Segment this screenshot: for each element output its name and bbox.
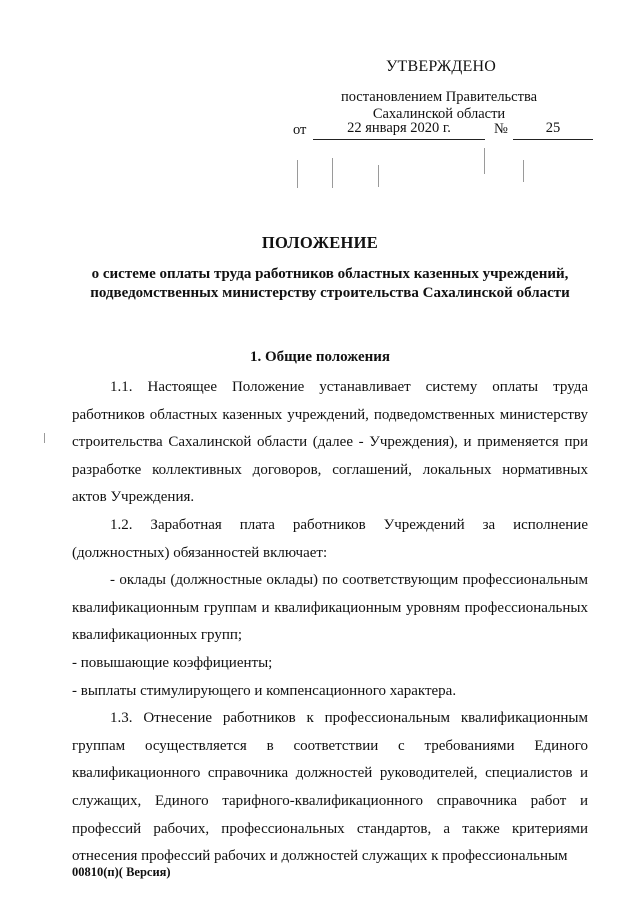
number-label: № bbox=[494, 121, 508, 137]
section-heading: 1. Общие положения bbox=[249, 349, 391, 365]
date-label: от bbox=[293, 122, 307, 138]
scan-artifact bbox=[484, 148, 485, 174]
list-item: - оклады (должностные оклады) по соответствующим профессиональным квалификационным группам и квалификационным уровням профессиональных квалификационных групп; bbox=[72, 572, 588, 644]
approval-authority-line1: постановлением Правительства bbox=[340, 89, 538, 105]
document-title: ПОЛОЖЕНИЕ bbox=[261, 233, 379, 252]
document-subtitle: о системе оплаты труда работников областных казенных учреждений, подведомственных министерству строительства Сахалинской области bbox=[90, 266, 570, 301]
approval-authority bbox=[332, 89, 546, 123]
document-body bbox=[72, 374, 588, 871]
list-item: - повышающие коэффициенты; bbox=[72, 654, 273, 671]
scan-artifact bbox=[44, 433, 45, 443]
paragraph-1-1: 1.1. Настоящее Положение устанавливает систему оплаты труда работников областных казенных учреждений, подведомственных министерству строительства Сахалинской области (далее - Учреждения), и применяется при разработке коллективных договоров, соглашений, локальных нормативных актов Учреждения. bbox=[72, 379, 588, 506]
paragraph-1-3: 1.3. Отнесение работников к профессиональным квалификационным группам осуществляется в соответствии с требованиями Единого квалификационного справочника должностей руководителей, специалистов и служащих, Единого тарифного-квалификационного справочника работ и профессий рабочих, профессиональных стандартов, а также критериями отнесения профессий рабочих и должностей служащих к профессиональным bbox=[72, 710, 588, 865]
scan-artifact bbox=[332, 158, 333, 188]
scan-artifact bbox=[378, 165, 379, 187]
paragraph-1-2: 1.2. Заработная плата работников Учреждений за исполнение (должностных) обязанностей включает: bbox=[72, 516, 588, 561]
approval-number: 25 bbox=[513, 120, 593, 140]
approval-date: 22 января 2020 г. bbox=[313, 120, 485, 140]
scan-artifact bbox=[297, 160, 298, 188]
approval-authority-line2: Сахалинской области bbox=[372, 106, 506, 122]
approval-heading: УТВЕРЖДЕНО bbox=[386, 58, 497, 75]
list-item: - выплаты стимулирующего и компенсационного характера. bbox=[72, 682, 457, 699]
scan-artifact bbox=[523, 160, 524, 182]
footer-code: 00810(п)( Версия) bbox=[72, 865, 171, 879]
